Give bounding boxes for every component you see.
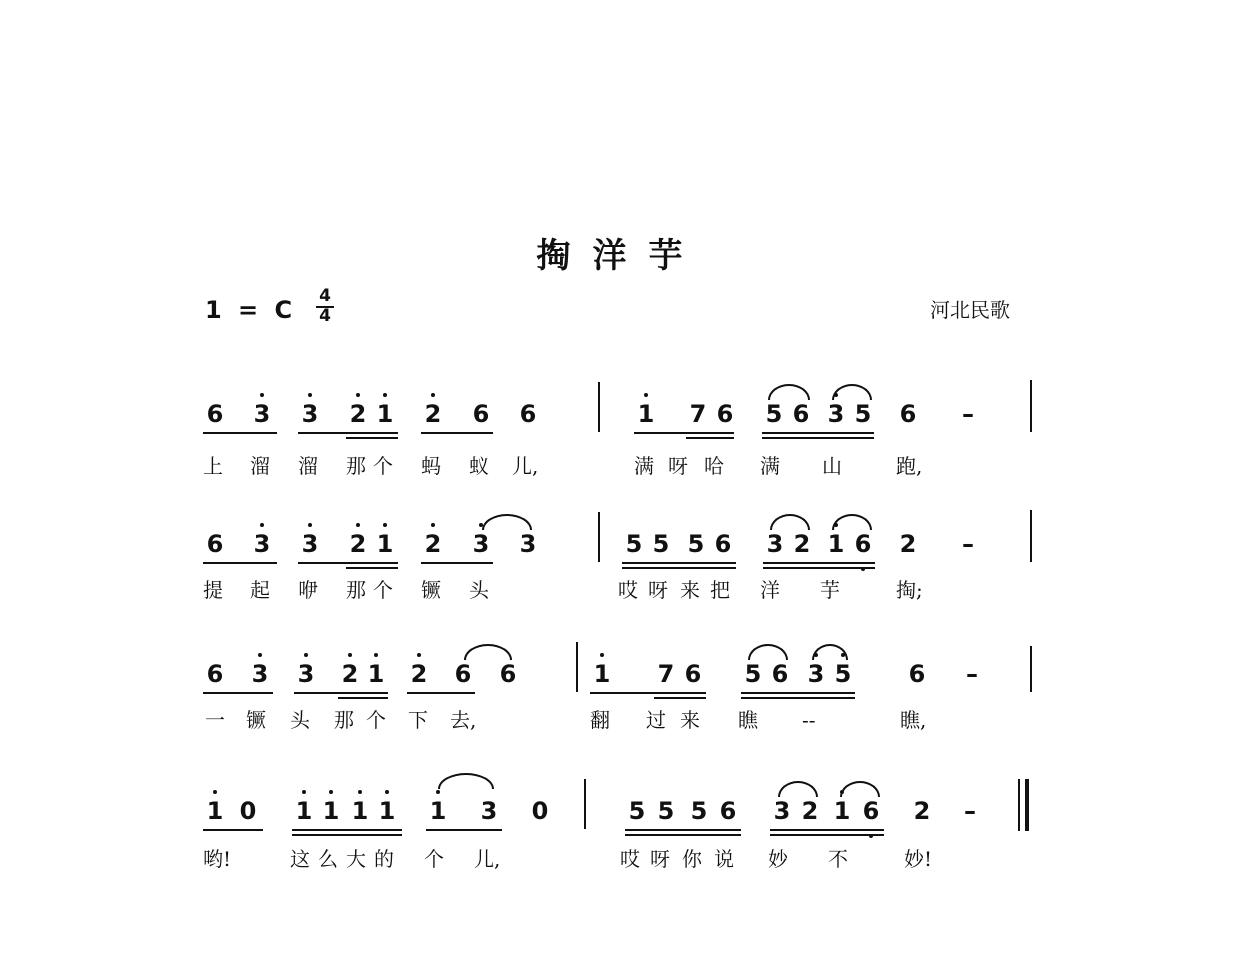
note: 1 <box>351 797 369 825</box>
underline <box>203 692 273 694</box>
note: 2 <box>801 797 819 825</box>
note: 6 <box>899 400 917 428</box>
composer-credit: 河北民歌 <box>930 298 1010 322</box>
underline <box>292 829 402 831</box>
lyric: 把 <box>710 578 730 602</box>
lyric: 个 <box>373 578 393 602</box>
note: 2 <box>341 660 359 688</box>
note: 1 <box>367 660 385 688</box>
lyric: 妙! <box>904 847 933 871</box>
underline <box>346 567 398 569</box>
underline <box>203 432 277 434</box>
lyric: 过 <box>646 708 666 732</box>
note: 2 <box>410 660 428 688</box>
score-system-2 <box>0 530 1241 640</box>
underline <box>625 829 741 831</box>
lyric: 山 <box>822 454 842 478</box>
slur <box>832 384 872 400</box>
note: 6 <box>854 530 872 558</box>
lyric: 大 <box>346 847 366 871</box>
note: 2 <box>913 797 931 825</box>
lyric: 个 <box>373 454 393 478</box>
note: 5 <box>652 530 670 558</box>
lyric: 瞧 <box>738 708 758 732</box>
note: 6 <box>499 660 517 688</box>
underline <box>762 432 874 434</box>
underline <box>741 697 855 699</box>
lyric: 那 <box>334 708 354 732</box>
lyric: 起 <box>250 578 270 602</box>
note: 1 <box>429 797 447 825</box>
note: 3 <box>807 660 825 688</box>
note: 7 <box>689 400 707 428</box>
note: 6 <box>792 400 810 428</box>
slur <box>482 514 532 530</box>
note: 1 <box>322 797 340 825</box>
lyric: 镢 <box>246 708 266 732</box>
underline <box>203 829 263 831</box>
lyric: 那 <box>346 578 366 602</box>
note: 2 <box>349 530 367 558</box>
lyric: 哎 <box>618 578 638 602</box>
note: 5 <box>854 400 872 428</box>
slur <box>812 644 848 660</box>
note: 6 <box>908 660 926 688</box>
note: 6 <box>472 400 490 428</box>
slur <box>464 644 512 660</box>
dash: – <box>964 797 976 825</box>
lyric: 满 <box>760 454 780 478</box>
note: 1 <box>833 797 851 825</box>
key-signature: 1 = C <box>205 296 297 324</box>
lyric: 镢 <box>421 578 441 602</box>
lyric: 不 <box>828 847 848 871</box>
note: 5 <box>657 797 675 825</box>
barline <box>584 779 586 829</box>
note: 2 <box>349 400 367 428</box>
slur <box>770 514 810 530</box>
note: 5 <box>628 797 646 825</box>
note: 1 <box>376 530 394 558</box>
slur <box>832 514 872 530</box>
underline <box>338 697 388 699</box>
lyric: 儿, <box>512 454 539 478</box>
underline <box>741 692 855 694</box>
lyric: 哈 <box>704 454 724 478</box>
note: 3 <box>297 660 315 688</box>
score-system-1 <box>0 400 1241 510</box>
note: 3 <box>827 400 845 428</box>
song-title: 掏洋芋 <box>536 236 705 276</box>
note: 2 <box>899 530 917 558</box>
lyric: 洋 <box>760 578 780 602</box>
barline <box>598 382 600 432</box>
barline <box>1030 510 1032 562</box>
dash: – <box>962 530 974 558</box>
note: 7 <box>657 660 675 688</box>
note: 6 <box>719 797 737 825</box>
dash: – <box>966 660 978 688</box>
barline <box>1030 646 1032 692</box>
underline <box>426 829 502 831</box>
note: 6 <box>206 660 224 688</box>
underline <box>622 567 736 569</box>
slur <box>748 644 788 660</box>
note: 3 <box>766 530 784 558</box>
underline <box>625 834 741 836</box>
slur <box>438 773 494 789</box>
note: 3 <box>519 530 537 558</box>
note: 3 <box>251 660 269 688</box>
time-signature-top: 4 <box>316 288 334 308</box>
underline <box>590 692 706 694</box>
note: 1 <box>593 660 611 688</box>
lyric: 你 <box>682 847 702 871</box>
underline <box>762 437 874 439</box>
lyric: 说 <box>714 847 734 871</box>
lyric: 跑, <box>896 454 923 478</box>
time-signature <box>316 288 334 325</box>
lyric: 妙 <box>768 847 788 871</box>
note: 1 <box>376 400 394 428</box>
lyric: 那 <box>346 454 366 478</box>
lyric: 来 <box>680 708 700 732</box>
note: 1 <box>378 797 396 825</box>
note: 0 <box>239 797 257 825</box>
lyric: 溜 <box>250 454 270 478</box>
lyric: 呀 <box>650 847 670 871</box>
lyric: 这 <box>290 847 310 871</box>
note: 6 <box>716 400 734 428</box>
slur <box>778 781 818 797</box>
underline <box>298 562 398 564</box>
lyric: 个 <box>366 708 386 732</box>
lyric: 哟! <box>203 847 232 871</box>
lyric: 头 <box>290 708 310 732</box>
note: 3 <box>472 530 490 558</box>
note: 3 <box>773 797 791 825</box>
note: 6 <box>714 530 732 558</box>
note: 2 <box>793 530 811 558</box>
barline <box>576 642 578 692</box>
dash: – <box>962 400 974 428</box>
underline <box>292 834 402 836</box>
score-system-4 <box>0 797 1241 907</box>
note: 1 <box>827 530 845 558</box>
lyric: 么 <box>318 847 338 871</box>
note: 6 <box>684 660 702 688</box>
underline <box>421 432 493 434</box>
note: 6 <box>454 660 472 688</box>
lyric: 芋 <box>820 578 840 602</box>
underline <box>294 692 388 694</box>
note: 5 <box>765 400 783 428</box>
lyric: 个 <box>424 847 444 871</box>
lyric: 蚂 <box>421 454 441 478</box>
lyric: 提 <box>203 578 223 602</box>
note: 0 <box>531 797 549 825</box>
note: 1 <box>295 797 313 825</box>
lyric: 咿 <box>298 578 318 602</box>
underline <box>203 562 277 564</box>
note: 2 <box>424 530 442 558</box>
lyric: 一 <box>205 708 225 732</box>
underline <box>407 692 475 694</box>
underline <box>346 437 398 439</box>
lyric: 呀 <box>668 454 688 478</box>
lyric: 掏; <box>896 578 923 602</box>
note: 6 <box>771 660 789 688</box>
lyric: 去, <box>450 708 477 732</box>
lyric: 上 <box>203 454 223 478</box>
note: 2 <box>424 400 442 428</box>
underline <box>763 567 875 569</box>
final-barline-thin <box>1018 779 1020 831</box>
lyric: 来 <box>680 578 700 602</box>
slur <box>768 384 810 400</box>
lyric: 满 <box>634 454 654 478</box>
note: 3 <box>253 530 271 558</box>
note: 5 <box>625 530 643 558</box>
lyric: 瞧, <box>900 708 927 732</box>
time-signature-bottom: 4 <box>319 306 331 326</box>
underline <box>622 562 736 564</box>
underline <box>421 562 493 564</box>
barline <box>1030 380 1032 432</box>
lyric: 的 <box>374 847 394 871</box>
note: 6 <box>862 797 880 825</box>
lyric: 哎 <box>620 847 640 871</box>
note: 1 <box>637 400 655 428</box>
lyric: -- <box>802 708 816 732</box>
note: 5 <box>744 660 762 688</box>
lyric: 儿, <box>474 847 501 871</box>
note: 3 <box>301 400 319 428</box>
note: 3 <box>253 400 271 428</box>
note: 1 <box>206 797 224 825</box>
lyric: 溜 <box>298 454 318 478</box>
slur <box>840 781 880 797</box>
note: 5 <box>834 660 852 688</box>
underline <box>686 437 734 439</box>
note: 6 <box>206 400 224 428</box>
lyric: 呀 <box>648 578 668 602</box>
lyric: 下 <box>408 708 428 732</box>
barline <box>598 512 600 562</box>
note: 5 <box>687 530 705 558</box>
lyric: 蚁 <box>469 454 489 478</box>
note: 6 <box>206 530 224 558</box>
lyric: 翻 <box>590 708 610 732</box>
underline <box>634 432 734 434</box>
underline <box>298 432 398 434</box>
underline <box>770 829 884 831</box>
score-system-3 <box>0 660 1241 770</box>
final-barline-thick <box>1025 779 1029 831</box>
underline <box>763 562 875 564</box>
note: 3 <box>480 797 498 825</box>
note: 3 <box>301 530 319 558</box>
lyric: 头 <box>469 578 489 602</box>
note: 5 <box>690 797 708 825</box>
underline <box>654 697 706 699</box>
underline <box>770 834 884 836</box>
note: 6 <box>519 400 537 428</box>
